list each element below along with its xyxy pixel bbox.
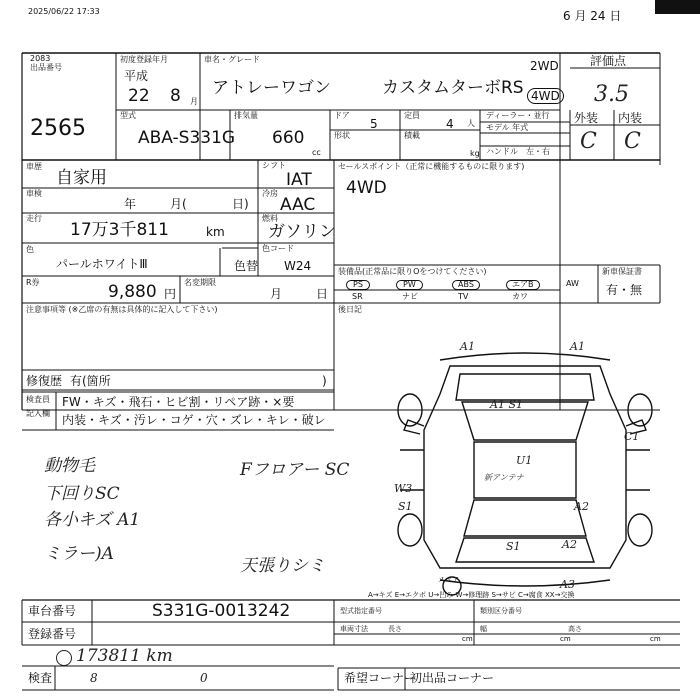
mark-a1-front-right: A1: [570, 340, 585, 353]
first-reg-month-unit: 月: [190, 97, 198, 106]
width-label: 幅: [480, 625, 487, 633]
dimension-label: 車両寸法: [340, 625, 368, 633]
mileage-label: 走行: [26, 214, 42, 223]
doors-value: 5: [370, 117, 378, 131]
mileage-unit: km: [206, 225, 225, 239]
repair-label: 修復歴: [26, 374, 63, 388]
corner-mark: [655, 0, 700, 14]
capacity-label: 定員: [404, 111, 420, 120]
legend-entry-label: 記入欄: [26, 409, 50, 418]
equip-airbag: エアB: [506, 280, 540, 290]
warranty-label: 新車保証書: [602, 267, 642, 276]
equip-pw: PW: [396, 280, 423, 290]
model-value: ABA-S331G: [138, 128, 236, 148]
name-change-month: 月: [270, 287, 283, 301]
note-ceiling: 天張りシミ: [240, 556, 325, 576]
rear-label: 後日記: [338, 305, 362, 314]
ac-label: 冷房: [262, 189, 278, 198]
lot-label: 出品番号: [30, 63, 62, 72]
legend-ext-row: FW・キズ・飛石・ヒビ割・リペア跡・×要: [62, 395, 295, 409]
preferred-corner-label: 希望コーナー: [344, 671, 417, 685]
load-unit: kg: [470, 149, 480, 158]
usage-value: 自家用: [56, 168, 107, 188]
first-reg-month: 8: [170, 86, 181, 106]
vehicle-make: アトレーワゴン: [212, 78, 331, 98]
warranty-value: 有・無: [606, 283, 643, 297]
first-reg-label: 初度登録年月: [120, 55, 168, 64]
equip-aw: AW: [566, 279, 579, 288]
displacement-unit: cc: [312, 148, 321, 157]
mark-a1-s1-hood: A1 S1: [490, 398, 523, 411]
displacement-value: 660: [272, 128, 305, 148]
repair-value: 有(箇所: [70, 374, 111, 388]
shift-label: シフト: [262, 161, 286, 170]
equip-leather: カワ: [512, 292, 528, 301]
class-number-label: 類別区分番号: [480, 607, 522, 615]
mark-a1-front-left: A1: [460, 340, 475, 353]
mark-a2-upper: A2: [574, 500, 589, 513]
color-value: パールホワイトⅢ: [56, 257, 148, 271]
inspection-year: 年: [124, 197, 137, 211]
inspection-label: 車検: [26, 189, 42, 198]
color-change-label: 色替: [234, 259, 259, 273]
equip-navi: ナビ: [402, 292, 418, 301]
recycle-value: 9,880: [108, 282, 157, 302]
equip-abs: ABS: [452, 280, 480, 290]
capacity-unit: 人: [467, 119, 475, 128]
inspection-check-label: 検査: [28, 671, 53, 685]
selling-label: セールスポイント（正常に機能するものに限ります): [338, 162, 525, 171]
mark-antenna: 新アンテナ: [484, 473, 524, 482]
equip-sr: SR: [352, 292, 363, 301]
shape-label: 形状: [334, 131, 350, 140]
name-label: 車名・グレード: [204, 55, 260, 64]
mark-a3: A3: [560, 578, 575, 591]
capacity-value: 4: [446, 117, 454, 131]
bottom-mark-8: 8: [90, 671, 98, 685]
shift-value: IAT: [286, 170, 312, 190]
displacement-label: 排気量: [234, 111, 258, 120]
model-year-label: モデル 年式: [486, 123, 529, 132]
regno-label: 登録番号: [28, 627, 77, 641]
model-label: 型式: [120, 111, 136, 120]
first-reg-era: 平成: [124, 69, 149, 83]
drive-2wd: 2WD: [530, 59, 559, 73]
ext-grade: C: [580, 129, 597, 154]
equip-tv: TV: [458, 292, 469, 301]
name-change-label: 名変期限: [184, 278, 216, 287]
doors-label: ドア: [334, 111, 350, 120]
car-damage-diagram: [380, 330, 670, 600]
ac-value: AAC: [280, 195, 316, 215]
int-grade: C: [624, 129, 641, 154]
fuel-value: ガソリン: [268, 222, 336, 242]
vehicle-grade: カスタムターボRS: [382, 78, 524, 98]
score-label: 評価点: [590, 54, 627, 68]
chassis-value: S331G-0013242: [152, 601, 291, 621]
int-label: 内装: [618, 111, 643, 125]
color-label: 色: [26, 245, 34, 254]
chassis-label: 車台番号: [28, 604, 77, 618]
height-label: 高さ: [568, 625, 582, 633]
mileage-value: 17万3千811: [70, 220, 169, 240]
repair-close: ): [322, 374, 327, 388]
lot-number: 2565: [30, 116, 86, 141]
bottom-mark-0: 0: [200, 671, 208, 685]
load-label: 積載: [404, 131, 420, 140]
lot-ref: 2083: [30, 54, 51, 63]
color-code-label: 色コード: [262, 244, 294, 253]
mark-w3: W3: [394, 482, 413, 495]
equipment-label: 装備品(正常品に限りOをつけてください): [338, 267, 487, 276]
note-mirror: ミラー)A: [44, 544, 114, 564]
legend-inspect-label: 検査員: [26, 395, 50, 404]
mark-c1: C1: [624, 430, 640, 443]
color-code: W24: [284, 259, 312, 273]
notes-label: 注意事項等 (※乙席の有無は具体的に記入して下さい): [26, 305, 218, 314]
usage-label: 車歴: [26, 162, 42, 171]
mark-s1-left: S1: [398, 500, 413, 513]
mark-a2-lower: A2: [562, 538, 577, 551]
length-unit: cm: [462, 635, 473, 643]
spare-label: スペア: [438, 576, 459, 584]
score-value: 3.5: [594, 82, 629, 107]
note-animal-hair: 動物毛: [44, 456, 95, 476]
fuel-label: 燃料: [262, 214, 278, 223]
selling-value: 4WD: [346, 178, 387, 198]
dealer-label: ディーラー・並行: [486, 111, 550, 120]
legend-int-row: 内装・キズ・汚レ・コゲ・穴・ズレ・キレ・破レ: [62, 413, 326, 427]
height-unit: cm: [650, 635, 661, 643]
diagram-legend: A→キズ E→エクボ U→凹み W→修理跡 S→サビ C→腐食 XX→交換: [368, 591, 575, 599]
mark-s1-rear: S1: [506, 540, 521, 553]
equip-ps: PS: [346, 280, 370, 290]
recycle-unit: 円: [164, 287, 177, 301]
first-reg-year: 22: [128, 86, 150, 106]
type-designation-label: 型式指定番号: [340, 607, 382, 615]
print-timestamp: 2025/06/22 17:33: [28, 7, 100, 16]
auction-date: 6 月 24 日: [563, 9, 622, 23]
mark-u1: U1: [516, 454, 533, 467]
length-label: 長さ: [388, 625, 402, 633]
name-change-day: 日: [316, 287, 329, 301]
odometer-handwritten: 173811 km: [76, 646, 173, 666]
inspection-month: 月(: [170, 197, 187, 211]
ext-label: 外装: [574, 111, 599, 125]
note-underbody: 下回りSC: [44, 484, 120, 504]
handle-label: ハンドル: [486, 147, 518, 156]
note-floor: Fフロアー SC: [240, 460, 350, 480]
odometer-circle-mark: [56, 650, 72, 666]
preferred-corner-value: 初出品コーナー: [410, 671, 495, 685]
inspection-day: 日): [232, 197, 249, 211]
width-unit: cm: [560, 635, 571, 643]
handle-value: 左・右: [526, 147, 550, 156]
recycle-label: R券: [26, 278, 40, 287]
note-scratches: 各小キズ A1: [44, 510, 141, 530]
drive-4wd-circled: 4WD: [527, 88, 564, 104]
